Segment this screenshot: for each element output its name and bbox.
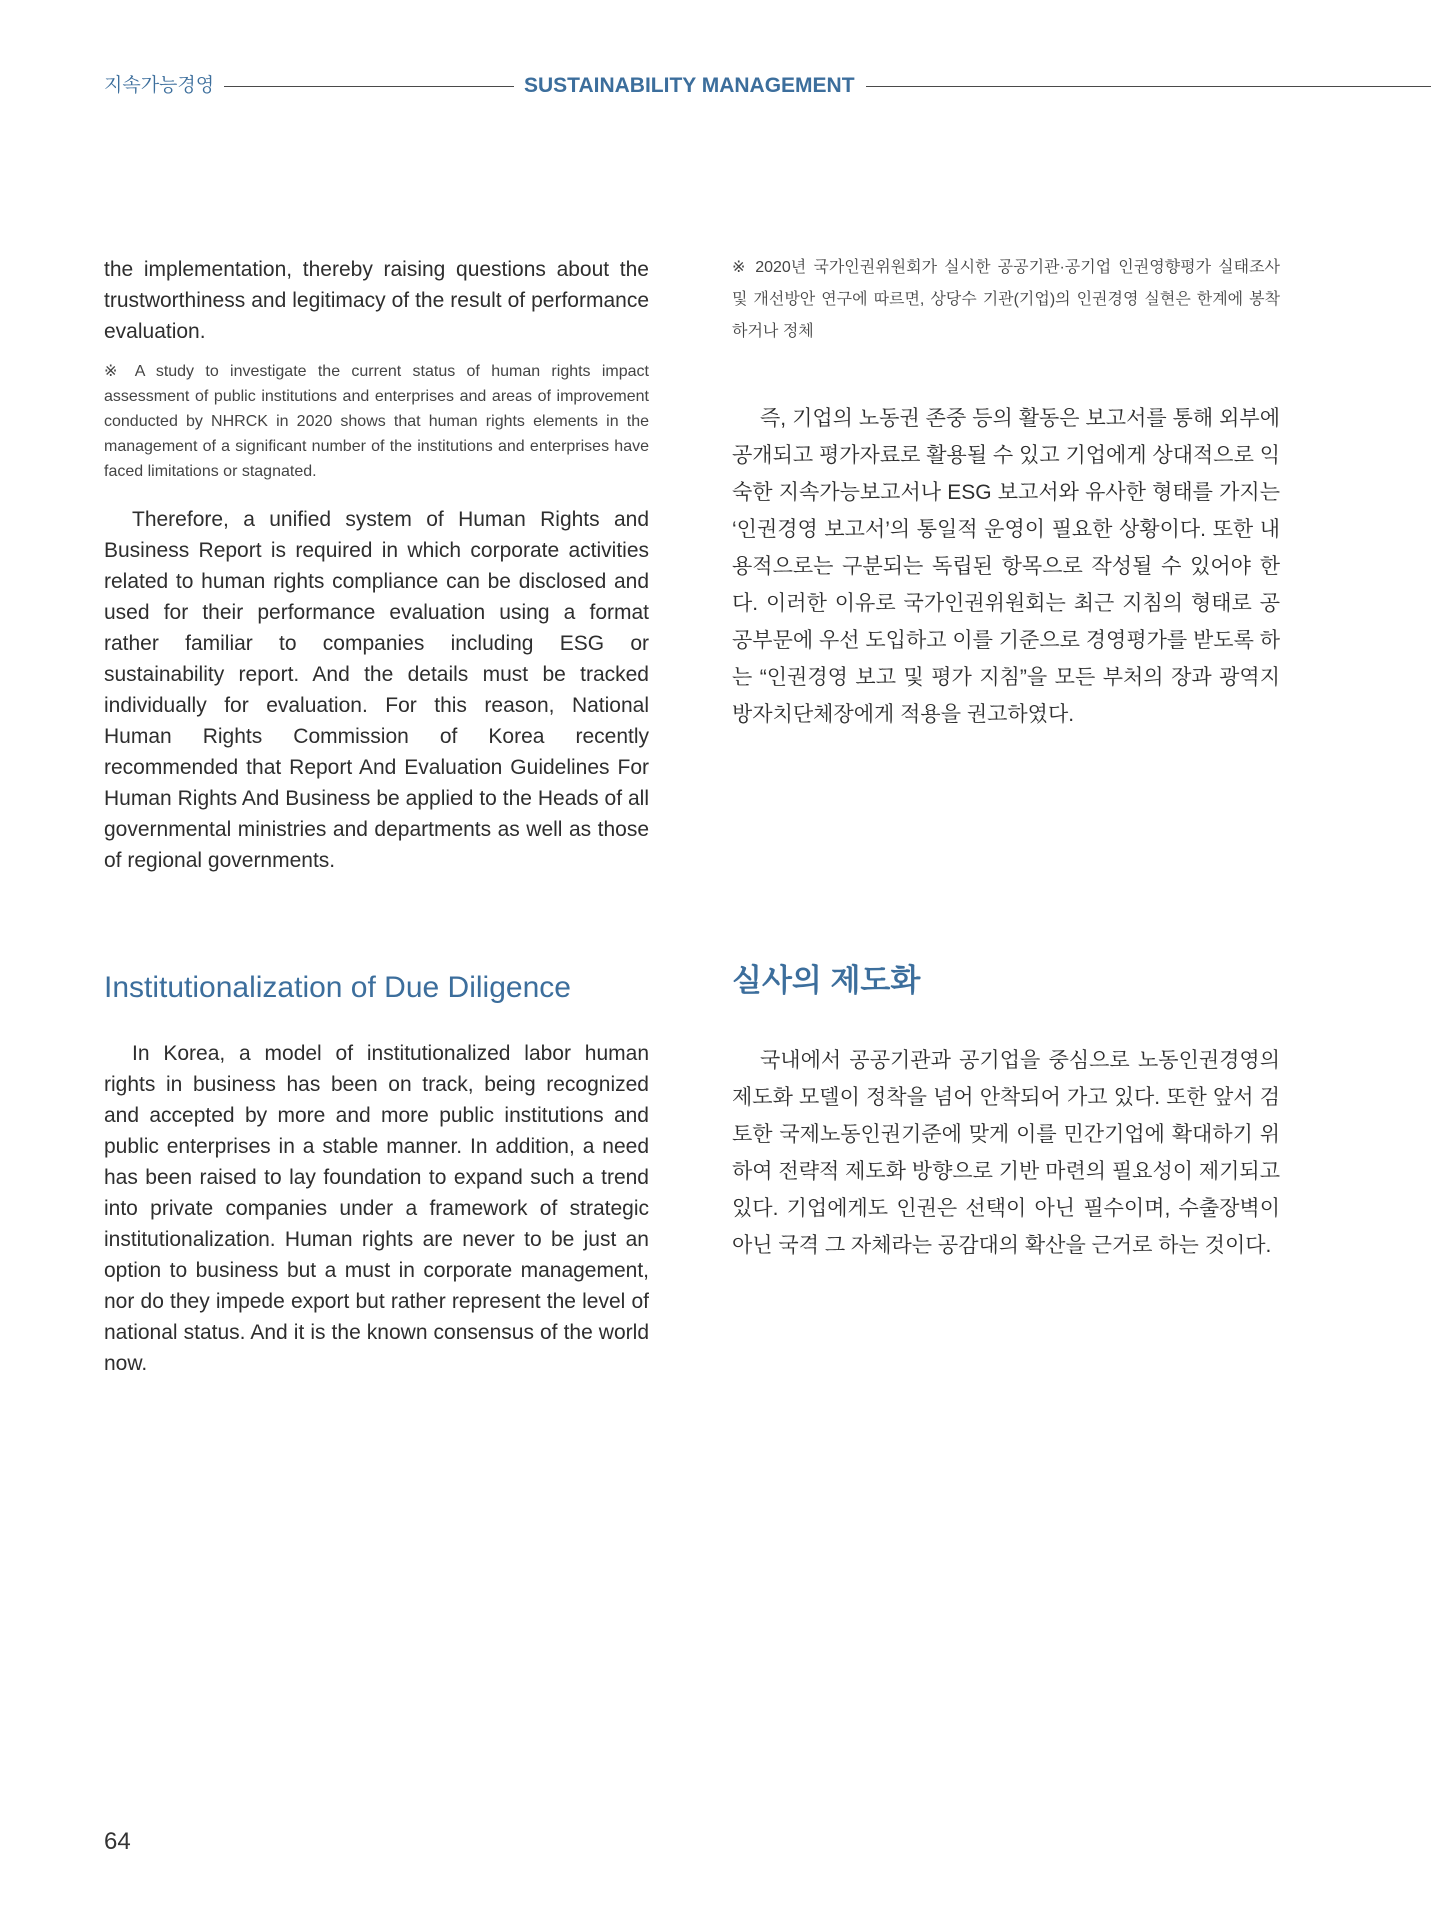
right-paragraph-institutionalization: 국내에서 공공기관과 공기업을 중심으로 노동인권경영의 제도화 모델이 정착을 넘어 안착되어 가고 있다. 또한 앞서 검토한 국제노동인권기준에 맞게 이를 민간기업에 확대하기 위하여 전략적 제도화 방향으로 기반 마련의 필요성이 제기되고 있다. 기업에게도 인권은 선택이 아닌 필수이며, 수출장벽이 아닌 국격 그 자체라는 공감대의 확산을 근거로 하는 것이다. [732, 1049, 1280, 1257]
left-footnote: ※ A study to investigate the current status of human rights impact assessment of public institutions and enterprises and areas of improvement conducted by NHRCK in 2020 shows that human rights elements in the management of a significant number of the institutions and enterprises have faced limitations or stagnated. [104, 363, 649, 480]
right-column-top [732, 252, 1280, 733]
left-paragraph-institutionalization: In Korea, a model of institutionalized labor human rights in business has been on track, being recognized and accepted by more and more public institutions and public enterprises in a stable manner. In addition, a need has been raised to lay foundation to expand such a trend into private companies under a framework of strategic institutionalization. Human rights are never to be just an option to business but a must in corporate management, nor do they impede export but rather represent the level of national status. And it is the known consensus of the world now. [104, 1042, 649, 1375]
right-section [732, 962, 1280, 1264]
page-number: 64 [104, 1828, 131, 1855]
left-column-top [104, 254, 649, 876]
right-paragraph-report: 즉, 기업의 노동권 존중 등의 활동은 보고서를 통해 외부에 공개되고 평가자료로 활용될 수 있고 기업에게 상대적으로 익숙한 지속가능보고서나 ESG 보고서와 유사한 형태를 가지는 ‘인권경영 보고서’의 통일적 운영이 필요한 상황이다. 또한 내용적으로는 구분되는 독립된 항목으로 작성될 수 있어야 한다. 이러한 이유로 국가인권위원회는 최근 지침의 형태로 공공부문에 우선 도입하고 이를 기준으로 경영평가를 받도록 하는 “인권경영 보고 및 평가 지침”을 모든 부처의 장과 광역지방자치단체장에게 적용을 권고하였다. [732, 407, 1280, 726]
left-paragraph-report: Therefore, a unified system of Human Rights and Business Report is required in which corporate activities related to human rights compliance can be disclosed and used for their performance evaluation using a format rather familiar to companies including ESG or sustainability report. And the details must be tracked individually for evaluation. For this reason, National Human Rights Commission of Korea recently recommended that Report And Evaluation Guidelines For Human Rights And Business be applied to the Heads of all governmental ministries and departments as well as those of regional governments. [104, 508, 649, 872]
header-divider-left [224, 86, 514, 87]
section-label-korean: 지속가능경영 [104, 75, 215, 96]
left-section [104, 970, 649, 1379]
section-heading-english: Institutionalization of Due Diligence [104, 971, 571, 1004]
header-divider-right [866, 86, 1431, 87]
left-paragraph-continuation: the implementation, thereby raising questions about the trustworthiness and legitimacy of the result of performance evaluation. [104, 258, 649, 343]
section-heading-korean: 실사의 제도화 [732, 963, 921, 998]
section-label-english: SUSTAINABILITY MANAGEMENT [524, 74, 855, 97]
right-footnote: ※ 2020년 국가인권위원회가 실시한 공공기관·공기업 인권영향평가 실태조사 및 개선방안 연구에 따르면, 상당수 기관(기업)의 인권경영 실현은 한계에 봉착하거나 정체 [732, 259, 1280, 340]
